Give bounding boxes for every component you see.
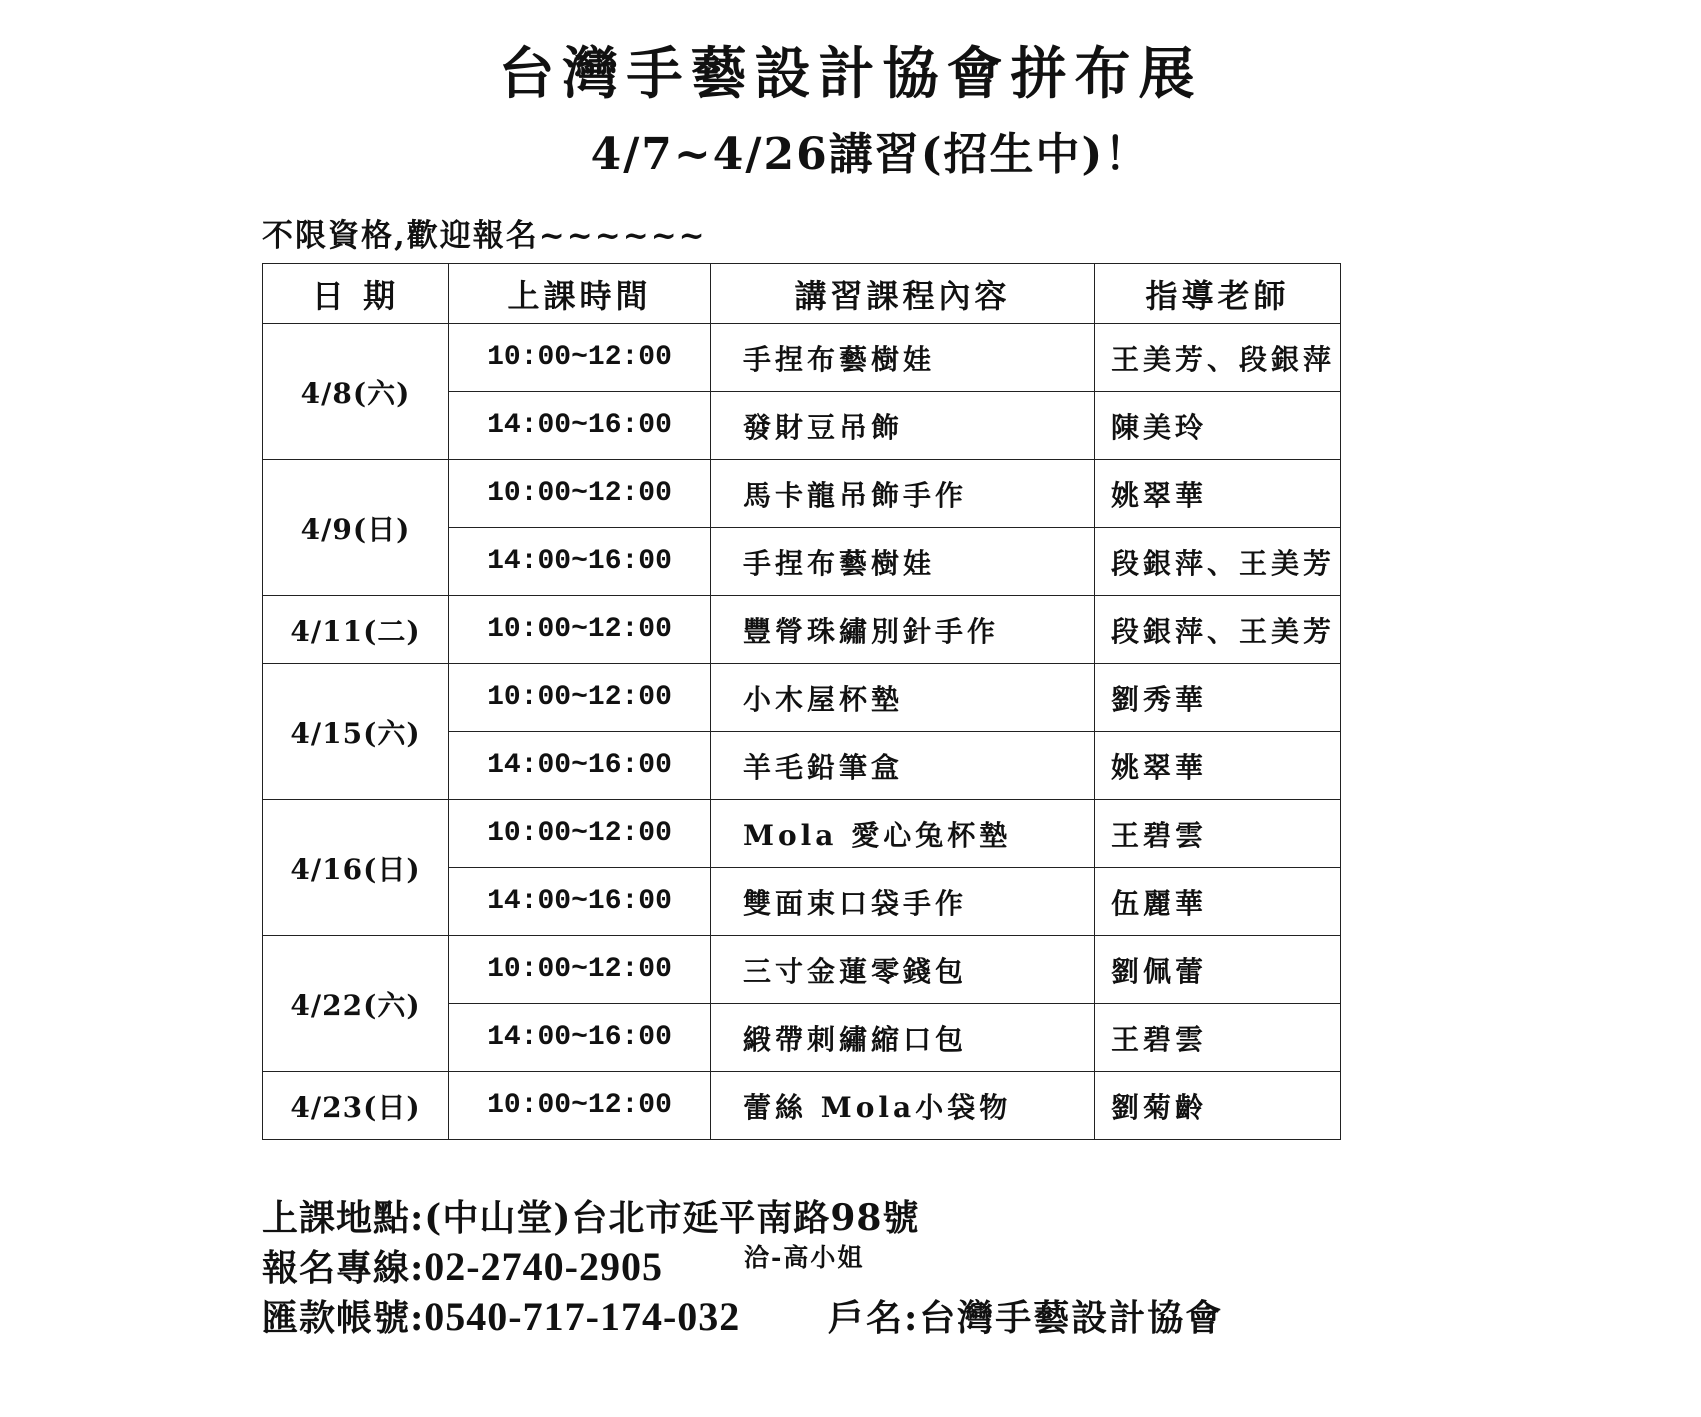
table-row	[263, 664, 1341, 732]
date-cell: 4/23(日)	[263, 1072, 449, 1140]
location-line	[262, 1190, 919, 1241]
date-cell: 4/16(日)	[263, 800, 449, 936]
course-cell: 蕾絲 Mola小袋物	[711, 1072, 1095, 1140]
teacher-cell: 姚翠華	[1095, 732, 1341, 800]
teacher-cell: 段銀萍、王美芳	[1095, 528, 1341, 596]
teacher-cell: 王碧雲	[1095, 1004, 1341, 1072]
page-subtitle: 4/7~4/26講習(招生中)！	[590, 129, 1151, 180]
header-teacher: 指導老師	[1095, 264, 1341, 324]
date-cell: 4/9(日)	[263, 460, 449, 596]
contact-person: 洽-高小姐	[744, 1243, 865, 1272]
course-cell: 發財豆吊飾	[711, 392, 1095, 460]
teacher-cell: 王碧雲	[1095, 800, 1341, 868]
course-cell: 手捏布藝樹娃	[711, 528, 1095, 596]
account-number: 0540-717-174-032	[424, 1294, 741, 1339]
table-row	[263, 936, 1341, 1004]
date-cell: 4/11(二)	[263, 596, 449, 664]
header-time: 上課時間	[449, 264, 711, 324]
intro-text: 不限資格,歡迎報名~~~~~~	[262, 218, 707, 254]
hotline-label: 報名專線:	[262, 1247, 425, 1289]
table-row	[263, 324, 1341, 392]
course-cell: Mola 愛心兔杯墊	[711, 800, 1095, 868]
time-cell: 10:00~12:00	[449, 324, 711, 392]
time-cell: 14:00~16:00	[449, 732, 711, 800]
course-cell: 馬卡龍吊飾手作	[711, 460, 1095, 528]
date-cell: 4/15(六)	[263, 664, 449, 800]
time-cell: 14:00~16:00	[449, 528, 711, 596]
page-title: 台灣手藝設計協會拼布展	[498, 41, 1203, 107]
account-holder: 戶名:台灣手藝設計協會	[828, 1297, 1224, 1339]
teacher-cell: 劉佩蕾	[1095, 936, 1341, 1004]
date-cell: 4/8(六)	[263, 324, 449, 460]
teacher-cell: 王美芳、段銀萍	[1095, 324, 1341, 392]
time-cell: 10:00~12:00	[449, 460, 711, 528]
course-cell: 豐膋珠繡別針手作	[711, 596, 1095, 664]
time-cell: 10:00~12:00	[449, 664, 711, 732]
course-cell: 手捏布藝樹娃	[711, 324, 1095, 392]
table-row	[263, 800, 1341, 868]
time-cell: 10:00~12:00	[449, 936, 711, 1004]
time-cell: 10:00~12:00	[449, 800, 711, 868]
table-row	[263, 1072, 1341, 1140]
account-line	[262, 1290, 740, 1341]
table-row	[263, 596, 1341, 664]
account-label: 匯款帳號:	[262, 1297, 425, 1339]
course-cell: 三寸金蓮零錢包	[711, 936, 1095, 1004]
time-cell: 10:00~12:00	[449, 596, 711, 664]
header-course: 講習課程內容	[711, 264, 1095, 324]
teacher-cell: 陳美玲	[1095, 392, 1341, 460]
time-cell: 10:00~12:00	[449, 1072, 711, 1140]
course-cell: 緞帶刺繡縮口包	[711, 1004, 1095, 1072]
table-header-row	[263, 264, 1341, 324]
teacher-cell: 劉秀華	[1095, 664, 1341, 732]
teacher-cell: 劉菊齡	[1095, 1072, 1341, 1140]
table-row	[263, 460, 1341, 528]
time-cell: 14:00~16:00	[449, 392, 711, 460]
location-label: 上課地點:	[262, 1197, 425, 1239]
course-cell: 小木屋杯墊	[711, 664, 1095, 732]
course-cell: 羊毛鉛筆盒	[711, 732, 1095, 800]
teacher-cell: 姚翠華	[1095, 460, 1341, 528]
schedule-table	[262, 263, 1341, 1140]
hotline-number: 02-2740-2905	[424, 1244, 663, 1289]
location-value: (中山堂)台北市延平南路98號	[424, 1197, 920, 1239]
date-cell: 4/22(六)	[263, 936, 449, 1072]
header-date: 日 期	[263, 264, 449, 324]
teacher-cell: 段銀萍、王美芳	[1095, 596, 1341, 664]
time-cell: 14:00~16:00	[449, 868, 711, 936]
teacher-cell: 伍麗華	[1095, 868, 1341, 936]
course-cell: 雙面束口袋手作	[711, 868, 1095, 936]
time-cell: 14:00~16:00	[449, 1004, 711, 1072]
hotline-line	[262, 1240, 663, 1291]
